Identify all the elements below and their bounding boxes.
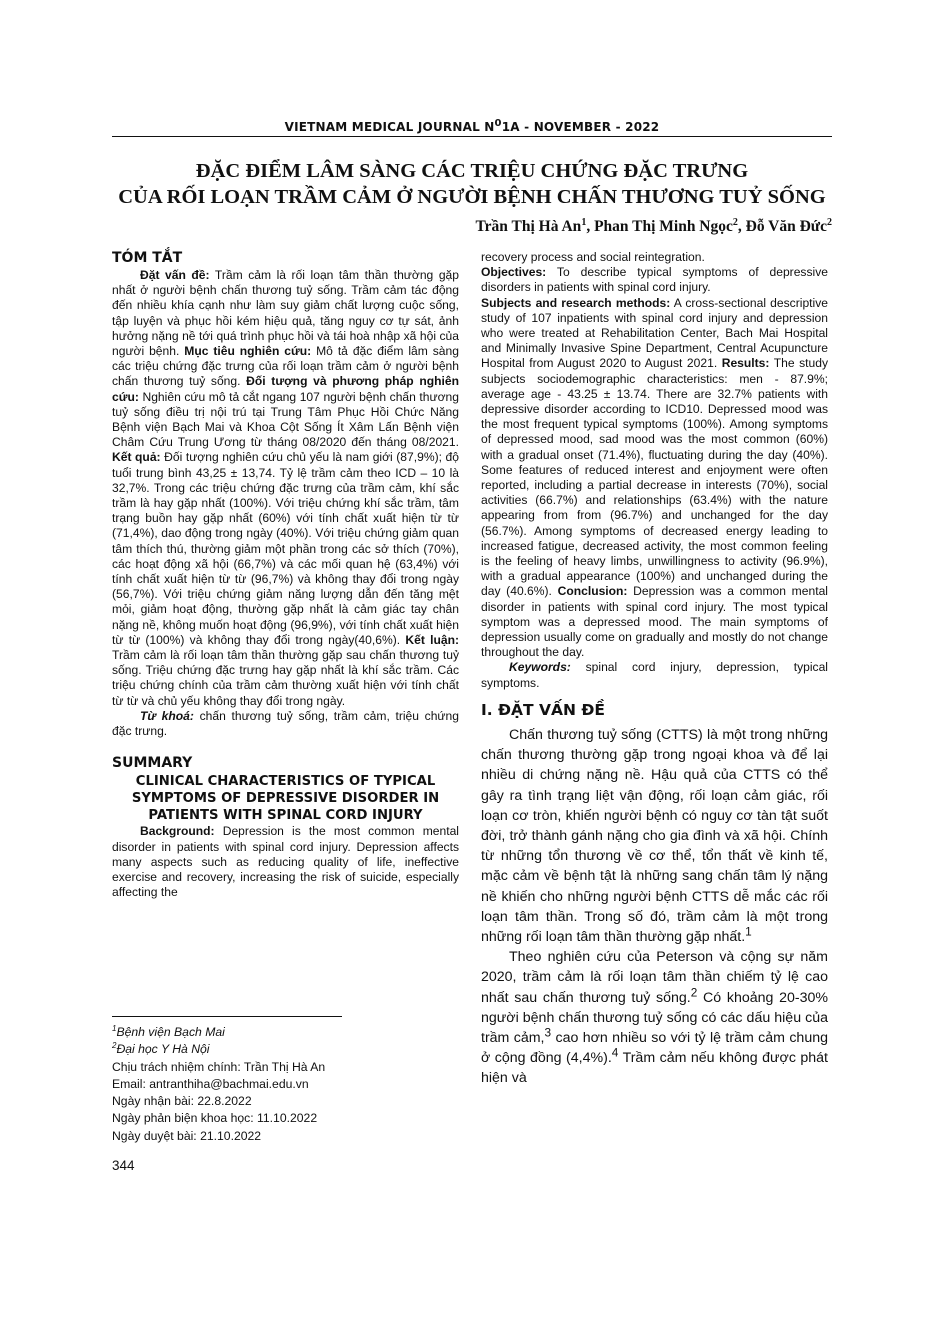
author-2-affiliation: 2 — [732, 216, 738, 228]
author-3: Đỗ Văn Đức — [745, 218, 827, 235]
en-background-continued: recovery process and social reintegration. — [481, 250, 705, 264]
corresponding-author: Chịu trách nhiệm chính: Trần Thị Hà An — [112, 1059, 326, 1074]
left-column — [112, 250, 459, 900]
affiliation-1-text: Bệnh viện Bạch Mai — [116, 1025, 225, 1039]
title-line-2: CỦA RỐI LOẠN TRẦM CẢM Ở NGƯỜI BỆNH CHẤN THƯƠNG TUỶ SỐNG — [118, 186, 826, 208]
en-objectives-text: To describe typical symptoms of depressive disorders in patients with spinal cord injury. — [481, 265, 828, 295]
author-separator: , — [586, 218, 595, 235]
citation-ref: 1 — [745, 924, 752, 939]
section-1-p2-text-c: cao hơn nhiều so với tỷ lệ trầm cảm chung ở cộng đồng (4,4%). — [481, 1029, 828, 1067]
english-title: CLINICAL CHARACTERISTICS OF TYPICAL SYMPTOMS OF DEPRESSIVE DISORDER IN PATIENTS WITH SPINAL CORD INJURY — [131, 774, 440, 824]
affiliation-1 — [112, 1024, 462, 1041]
abstract-vi-heading: TÓM TẮT — [112, 250, 183, 266]
citation-ref: 3 — [544, 1025, 552, 1040]
author-separator: , — [737, 218, 746, 235]
en-background — [112, 824, 459, 900]
en-keywords-text: spinal cord injury, depression, typical symptoms. — [481, 660, 828, 690]
affiliation-1-sup: 1 — [112, 1023, 117, 1033]
journal-issue: 1A - NOVEMBER - 2022 — [501, 120, 660, 134]
author-1: Trần Thị Hà An — [475, 218, 582, 235]
author-email: Email: antranthiha@bachmai.edu.vn — [112, 1076, 309, 1091]
section-1-paragraph-2 — [481, 947, 828, 1088]
journal-header — [112, 120, 832, 134]
author-3-affiliation: 2 — [827, 216, 832, 228]
en-background-label: Background: — [140, 824, 215, 839]
vi-keywords-text: chấn thương tuỷ sống, trầm cảm, triệu chứng đặc trưng. — [112, 708, 459, 739]
paper-title — [112, 158, 832, 210]
header-rule — [112, 136, 832, 137]
journal-name: VIETNAM MEDICAL JOURNAL N — [284, 120, 495, 134]
section-1-p2-text-b: Có khoảng 20-30% người bệnh chấn thương tuỷ sống có các dấu hiệu của trầm cảm, — [481, 989, 828, 1046]
date-reviewed: Ngày phản biện khoa học: 11.10.2022 — [112, 1111, 318, 1126]
vi-methods-label: Đối tượng và phương pháp nghiên cứu: — [112, 374, 459, 404]
vi-objective-text: Mô tả đặc điểm lâm sàng các triệu chứng đặc trưng của rối loạn trầm cảm ở người bệnh chấn thương tuỷ sống. — [112, 344, 459, 389]
vi-methods-text: Nghiên cứu mô tả cắt ngang 107 người bệnh chấn thương tuỷ sống điều trị nội trú tại Trung Tâm Phục Hồi Chức Năng Bệnh viện Bạch Mai và Khoa Cột Sống Ít Xâm Lấn Bệnh viện Châm Cứu Trung Ương từ tháng 08/2020 đến tháng 08/2021. — [112, 389, 459, 450]
citation-ref: 4 — [611, 1045, 619, 1060]
footnote-rule — [112, 1016, 342, 1017]
section-1-heading: I. ĐẶT VẤN ĐỀ — [481, 700, 605, 719]
affiliation-2-sup: 2 — [112, 1041, 117, 1051]
en-keywords-label: Keywords: — [509, 660, 571, 675]
citation-ref: 2 — [690, 984, 698, 999]
title-line-1: ĐẶC ĐIỂM LÂM SÀNG CÁC TRIỆU CHỨNG ĐẶC TRƯNG — [195, 160, 749, 182]
section-1-paragraph-1 — [481, 725, 828, 947]
vi-conclusion-label: Kết luận: — [405, 632, 459, 647]
vi-results-label: Kết quả: — [112, 450, 161, 465]
right-column — [481, 250, 828, 1089]
section-1-p2-text-d: Trầm cảm nếu không được phát hiện và — [481, 1050, 828, 1087]
vi-keywords-label: Từ khoá: — [140, 708, 194, 723]
en-background-text: Depression is the most common mental disorder in patients with spinal cord injury. Depression affects many aspects such as reducing quality of life, ineffective exercise and recovery, increasing the risk of suicide, especially affecting the — [112, 824, 459, 900]
en-conclusion-label: Conclusion: — [557, 584, 628, 599]
section-1-p2-text-a: Theo nghiên cứu của Peterson và cộng sự năm 2020, trầm cảm là rối loạn tâm thần chiếm tỷ lệ cao nhất sau chấn thương tuỷ sống. — [481, 949, 828, 1006]
section-1-p1-text: Chấn thương tuỷ sống (CTTS) là một trong những chấn thương thường gặp trong ngoại khoa và để lại nhiều di chứng nặng nề. Hậu quả của CTTS có thể gây ra tình trạng liệt vận động, rối loạn cảm giác, rối loạn cơ tròn, khiến người bệnh có nguy cơ tàn tật suốt đời, trở thành gánh nặng cho gia đình và xã hội. Chính từ những tổn thương về cơ thể, tổn thất về kinh tế, mặc cảm về bệnh tật là những sang chấn tâm lý nặng nề khiến cho những người bệnh CTTS dễ mắc các rối loạn tâm thần. Trong số đó, trầm cảm là một trong những rối loạn tâm thần thường gặp nhất. — [481, 726, 828, 945]
vi-background-label: Đặt vấn đề: — [140, 268, 210, 282]
affiliation-2-text: Đại học Y Hà Nội — [116, 1042, 210, 1057]
en-keywords — [481, 660, 828, 690]
en-methods-results — [481, 296, 828, 661]
journal-issue-sup: 0 — [494, 118, 502, 129]
vi-keywords — [112, 709, 459, 739]
footnotes — [112, 1024, 462, 1145]
page-number: 344 — [112, 1158, 135, 1173]
vi-background-text: Trầm cảm là rối loạn tâm thần thường gặp nhất ở người bệnh chấn thương tuỷ sống. Trầm cảm tác động đến nhiều khía cạnh như làm suy giảm chất lượng cuộc sống, tập luyện và phục hồi kém hiệu quả, tăng nguy cơ tự sát, ảnh hưởng nặng nề tới quá trình phục hồi và tái hoà nhập xã hội của người bệnh. — [112, 268, 460, 359]
author-list — [400, 218, 832, 236]
date-received: Ngày nhận bài: 22.8.2022 — [112, 1094, 252, 1109]
vi-objective-label: Mục tiêu nghiên cứu: — [184, 344, 312, 359]
summary-heading: SUMMARY — [112, 755, 193, 772]
abstract-vi-body — [112, 268, 459, 709]
author-1-affiliation: 1 — [581, 216, 587, 228]
vi-conclusion-text: Trầm cảm là rối loạn tâm thần thường gặp sau chấn thương tuỷ sống. Triệu chứng đặc trưng hay gặp nhất là khí sắc trầm. Các triệu chứng chính của trầm cảm thường xuất hiện với tính chất từ từ và chủ yếu không thay đổi trong ngày. — [112, 648, 459, 708]
en-methods-text: A cross-sectional descriptive study of 107 inpatients with spinal cord injury and depression who were treated at Rehabilitation Center, Bach Mai Hospital and Minimally Invasive Spine Department, Central Acupuncture Hospital from August 2020 to August 2021. — [481, 295, 828, 371]
en-objectives-label: Objectives: — [481, 265, 547, 280]
en-results-text: The study subjects sociodemographic characteristics: men - 87.9%; average age - 43.25 ± 13.74. There are 32.7% patients with depressive disorder according to ICD10. Depressed mood was the most frequent typical symptoms (100%). Among symptoms of depressed mood, sad mood was the most common (60%) with a gradual onset (71.4%), fluctuating during the day (40%). Some features of reduced interest and enjoyment were often reported, including a partial decrease in interests (70%), social activities (66.7%) and relationships (63.4%) with the nature appearing from from (96.7%) and unchanged for the day (56.7%). Among symptoms of decreased energy leading to increased fatigue, decreased activity, the most common feeling is the feeling of heavy limbs, unwillingness to activity (96.9%), with a gradual appearance (100%) and unchanged during the day (40.6%). — [481, 356, 828, 599]
en-abstract-body — [481, 265, 828, 295]
date-accepted: Ngày duyệt bài: 21.10.2022 — [112, 1128, 262, 1143]
vi-results-text: Đối tượng nghiên cứu chủ yếu là nam giới (87,9%); độ tuổi trung bình 43,25 ± 13,74. Tỷ lệ trầm cảm theo ICD – 10 là 32,7%. Trong các triệu chứng đặc trưng của trầm cảm, khí sắc trầm là hay gặp nhất (100%). Với triệu chứng khí sắc trầm, tâm trạng buồn hay gặp nhất (60%) với tính chất xuất hiện từ từ (71,4%), dao động trong ngày (40%). Với triệu chứng giảm quan tâm thích thú, thường giảm một phần trong các sở thích (70%), các hoạt động xã hội (66,7%) và các mối quan hệ (63,4%) với tính chất xuất hiện từ từ (96,7%) và không thay đổi trong ngày (56,7%). Với triệu chứng giảm năng lượng dẫn đến tăng mệt mỏi, giảm hoạt động, thường gặp nhất là cảm giác tay chân nặng nề, không muốn hoạt động (96,9%), với tính chất xuất hiện từ từ (100%) và không thay đổi trong ngày(40,6%). — [112, 450, 459, 647]
affiliation-2 — [112, 1041, 462, 1058]
en-methods-label: Subjects and research methods: — [481, 295, 671, 310]
author-2: Phan Thị Minh Ngọc — [594, 218, 733, 235]
en-conclusion-text: Depression was a common mental disorder in patients with spinal cord injury. The most typical symptom was a depressed mood. The main symptoms of depression usually come on gradually and mostly do not change throughout the day. — [481, 584, 828, 660]
en-results-label: Results: — [721, 356, 770, 371]
